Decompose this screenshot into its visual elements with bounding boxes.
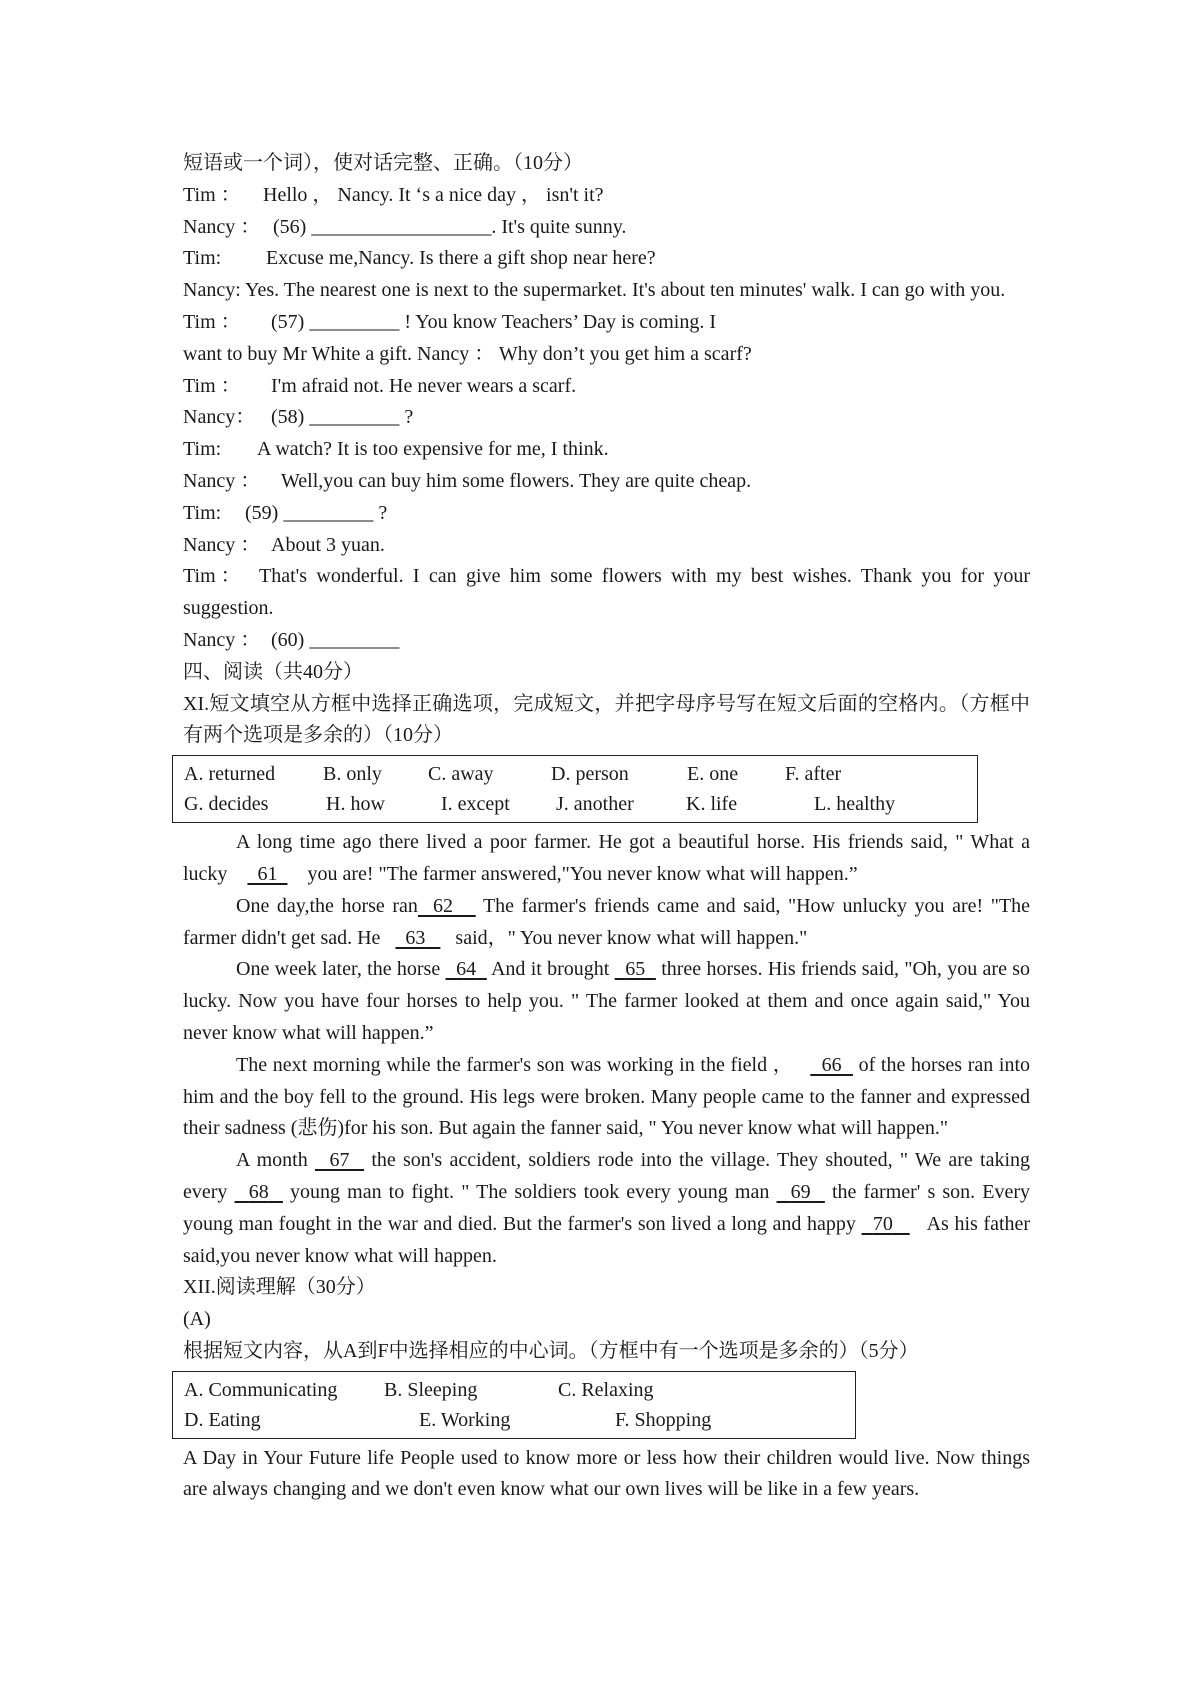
option-row bbox=[184, 1405, 855, 1435]
option: F. after bbox=[785, 763, 842, 786]
xii-instruction: 根据短文内容，从A到F中选择相应的中心词。（方框中有一个选项是多余的）（5分） bbox=[183, 1339, 919, 1362]
exam-page bbox=[183, 148, 1030, 1506]
story-paragraph: A month 67 the son's accident, soldiers rode into the village. They shouted, " We are taking every 68 young man to fight. " The soldiers took every young man 69 the farmer' s son. Every young man fought in the war and died. But the farmer's son lived a long and happy 70 As his father said,you never know what will happen. bbox=[183, 1149, 1031, 1267]
option: E. Working bbox=[419, 1408, 511, 1431]
option: A. Communicating bbox=[184, 1378, 338, 1401]
option: F. Shopping bbox=[615, 1408, 712, 1431]
blank-63: 63 bbox=[405, 926, 426, 949]
dialogue-line: Tim ： (57) _________ ! You know Teachers’ Day is coming. I bbox=[183, 310, 717, 333]
section-heading: XII.阅读理解（30分） bbox=[183, 1276, 376, 1299]
blank-64: 64 bbox=[456, 958, 477, 981]
blank-69: 69 bbox=[790, 1180, 811, 1203]
story-paragraph: The next morning while the farmer's son was working in the field ， 66 of the horses ran into him and the boy fell to the ground. His legs were broken. Many people came to the fanner and expressed their sadness (悲伤)for his son. But again the fanner said, " You never know what will happen." bbox=[183, 1053, 1031, 1140]
option: B. only bbox=[323, 763, 382, 786]
blank-61: 61 bbox=[257, 862, 278, 885]
dialogue-line: Tim: A watch? It is too expensive for me, I think. bbox=[183, 438, 609, 461]
option: G. decides bbox=[184, 793, 269, 816]
option: K. life bbox=[686, 793, 738, 816]
option: C. away bbox=[428, 763, 494, 786]
xii-option-box bbox=[172, 1371, 856, 1439]
dialogue bbox=[183, 180, 1030, 657]
xi-option-box bbox=[172, 755, 978, 823]
option-row bbox=[184, 1375, 855, 1405]
option: H. how bbox=[326, 793, 385, 816]
section-intro: 短语或一个词），使对话完整、正确。（10分） bbox=[183, 152, 583, 174]
blank-70: 70 bbox=[872, 1212, 893, 1235]
dialogue-line: Tim ： Hello ， Nancy. It ‘s a nice day ， isn't it? bbox=[183, 183, 604, 206]
blank-65: 65 bbox=[625, 958, 646, 981]
story-paragraph: A long time ago there lived a poor farmer. He got a beautiful horse. His friends said, " What a lucky 61 you are! "The farmer answered,"You never know what will happen.” bbox=[183, 831, 1030, 885]
option: C. Relaxing bbox=[558, 1378, 654, 1401]
story-paragraph: One week later, the horse 64 And it brought 65 three horses. His friends said, "Oh, you are so lucky. Now you have four horses to help you. " The farmer looked at them and once again said," You never know what will happen.” bbox=[183, 958, 1031, 1044]
dialogue-line: Nancy ： (56) __________________. It's quite sunny. bbox=[183, 215, 627, 238]
blank-67: 67 bbox=[329, 1149, 350, 1172]
dialogue-line: want to buy Mr White a gift. Nancy ： Why don’t you get him a scarf? bbox=[183, 342, 752, 365]
option: I. except bbox=[441, 793, 510, 816]
option: L. healthy bbox=[814, 793, 896, 816]
dialogue-line: Nancy: Yes. The nearest one is next to the supermarket. It's about ten minutes' walk. I can go with you. bbox=[183, 279, 1006, 302]
option: A. returned bbox=[184, 763, 276, 786]
section-heading: 四、阅读（共40分） bbox=[183, 660, 363, 683]
blank-66: 66 bbox=[821, 1053, 842, 1076]
option: B. Sleeping bbox=[384, 1378, 478, 1401]
story-paragraph: One day,the horse ran 62 The farmer's friends came and said, "How unlucky you are! "The farmer didn't get sad. He 63 said，" You never know what will happen." bbox=[183, 894, 1031, 949]
dialogue-line: Tim ： That's wonderful. I can give him some flowers with my best wishes. Thank you for your suggestion. bbox=[183, 565, 1030, 620]
option-row bbox=[184, 789, 977, 819]
blank-68: 68 bbox=[248, 1180, 269, 1203]
option: D. Eating bbox=[184, 1408, 261, 1431]
story bbox=[183, 827, 1030, 1272]
dialogue-line: Tim ： I'm afraid not. He never wears a scarf. bbox=[183, 374, 577, 397]
option: E. one bbox=[687, 763, 739, 786]
dialogue-line: Tim: Excuse me,Nancy. Is there a gift shop near here? bbox=[183, 247, 656, 270]
option: D. person bbox=[551, 763, 629, 786]
dialogue-line: Tim: (59) _________ ? bbox=[183, 501, 388, 524]
dialogue-line: Nancy ： About 3 yuan. bbox=[183, 533, 385, 556]
dialogue-line: Nancy ： Well,you can buy him some flowers. They are quite cheap. bbox=[183, 469, 752, 492]
option: J. another bbox=[556, 793, 634, 816]
dialogue-line: Nancy ： (60) _________ bbox=[183, 628, 400, 651]
blank-62: 62 bbox=[433, 894, 454, 917]
xi-instruction: XI.短文填空从方框中选择正确选项，完成短文，并把字母序号写在短文后面的空格内。（方框中有两个选项是多余的）（10分） bbox=[183, 692, 1030, 747]
dialogue-line: Nancy： (58) _________ ? bbox=[183, 406, 414, 429]
subsection-label: (A) bbox=[183, 1308, 211, 1331]
option-row bbox=[184, 759, 977, 789]
reading-paragraph: A Day in Your Future life People used to know more or less how their children would live. Now things are always changing and we don't even know what our own lives will be like in a few years. bbox=[183, 1446, 1030, 1501]
